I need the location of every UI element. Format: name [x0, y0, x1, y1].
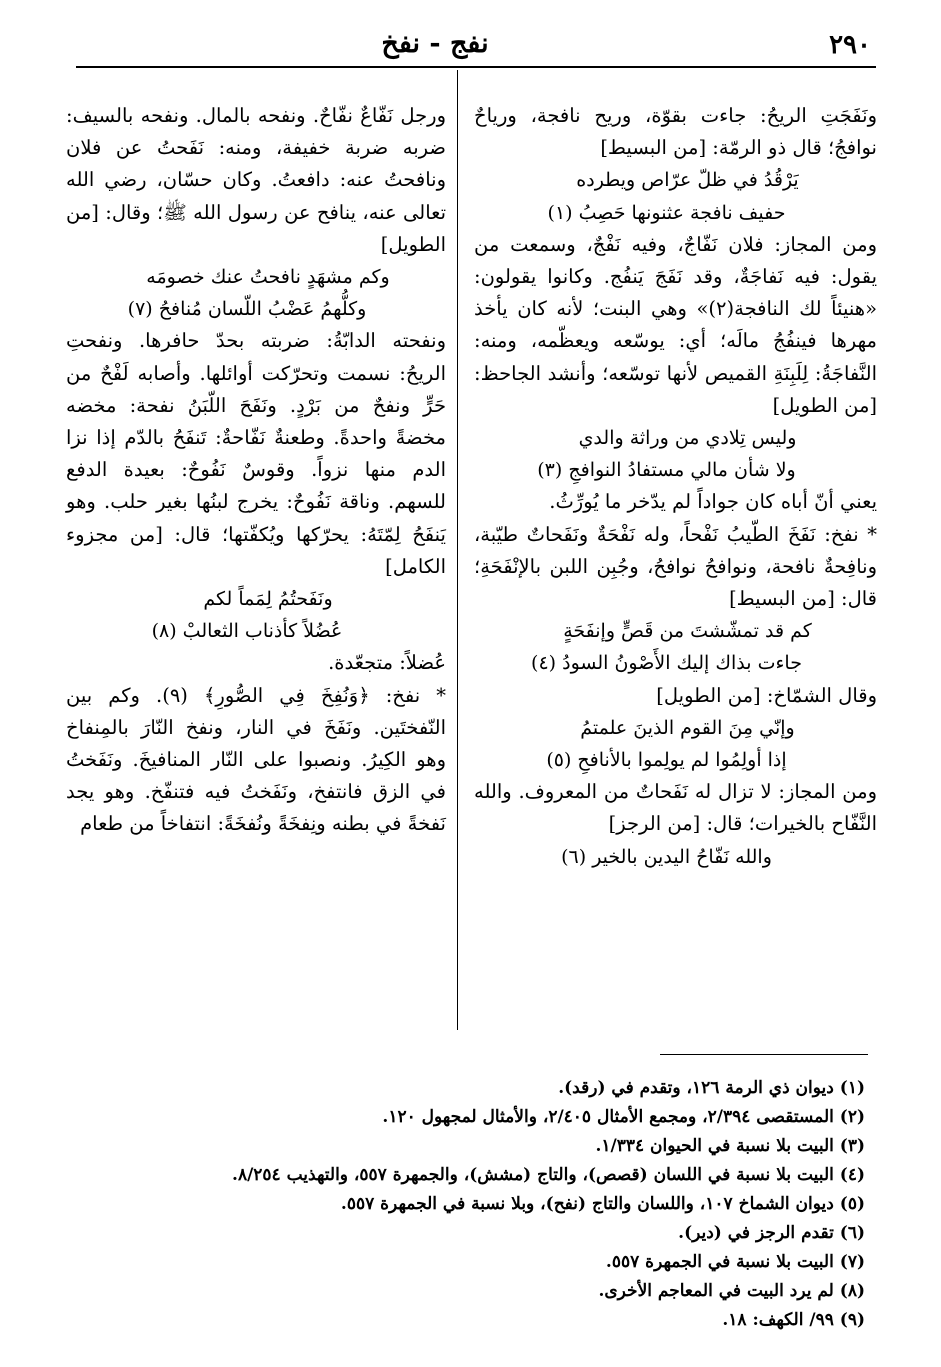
verse-line: حفيف نافجة عثنونها حَصِبُ (١) [547, 201, 786, 224]
footnote: (٩) ٩٩/ الكهف: ١٨. [722, 1310, 865, 1330]
verse-line: وكم مشهَدٍ نافحتُ عنك خصومَه [146, 266, 390, 289]
verse-line: كم قد تمشّشتَ من قَصٍّ وإنفَحَةٍ [563, 620, 812, 643]
page-number: ٢٩٠ [829, 30, 871, 60]
paragraph: ومن المجاز: فلان نَفّاجٌ، وفيه نَفْجٌ، وسمعت من يقول: فيه نَفاجَةٌ، وقد نَفَجَ يَنفُج. وكانوا يقولون: «هنيئاً لك النافجة(٢)» وهي البنت؛ لأنه كان يأخذ مهرها فينفُجُ مالَه؛ أي: يوسّعه ويعظّمه، ومنه: النَّفاجَةُ: لِلَبِنَةِ القميص لأنها توسّعه؛ وأنشد الجاحظ: [من الطويل] [474, 232, 877, 417]
verse-line: إذا أولِمُوا لم يولِموا بالأنافحِ (٥) [546, 749, 787, 772]
footnotes [105, 1074, 865, 1335]
right-column [474, 100, 877, 873]
paragraph: وقال الشمّاخ: [من الطويل] [656, 683, 877, 707]
footnote-rule [660, 1054, 868, 1055]
verse-line: ونَفَحتُمُ لِمَماً لكم [203, 588, 333, 611]
footnote: (١) ديوان ذي الرمة ١٢٦، وتقدم في (رقد). [558, 1078, 865, 1098]
footnote: (٧) البيت بلا نسبة في الجمهرة ٥٥٧. [605, 1252, 865, 1272]
paragraph: يعني أنّ أباه كان جواداً لم يدّخر ما يُورِّثُ. [549, 490, 877, 514]
footnote: (٥) ديوان الشماخ ١٠٧، واللسان والتاج (نفح)، وبلا نسبة في الجمهرة ٥٥٧. [340, 1194, 865, 1214]
footnote: (٦) تقدم الرجز في (دير). [678, 1223, 865, 1243]
footnote: (٢) المستقصى ٢/٣٩٤، ومجمع الأمثال ٢/٤٠٥، والأمثال لمجهول ١٢٠. [382, 1107, 865, 1127]
paragraph: ونَفَجَتِ الريحُ: جاءت بقوّة، وريح نافجة، ورياحٌ نوافجُ؛ قال ذو الرمّة: [من البسيط] [474, 104, 877, 160]
footnote: (٤) البيت بلا نسبة في اللسان (قصص)، والتاج (مشش)، والجمهرة ٥٥٧، والتهذيب ٨/٢٥٤. [232, 1165, 865, 1185]
verse-line: وكلُّهمُ عَضْبُ اللّسان مُنافحُ (٧) [127, 298, 367, 321]
paragraph: * نفخ: ﴿وَنُفِخَ فِي الصُّورِ﴾ (٩). وكم بين النّفختَين. ونَفَخَ في النار، ونفخ النّارَ بالمِنفاخ وهو الكِيرُ. ونصبوا على النّار المنافيخَ. ونَفَختُ في الزق فانتفخ، ونَفَختُ فيه فتنفّخ. وهو يجد نَفخةً في بطنه ونِفخَةً ونُفخَةً: انتفاخاً من طعام [66, 683, 446, 836]
verse-line: وليس تِلادي من وراثة والدي [578, 427, 797, 450]
paragraph: ونفحته الدابّةُ: ضربته بحدّ حافرها. ونفحتِ الريحُ: نسمت وتحرّكت أوائلها. وأصابه لَفْحٌ من حَرٍّ ونفحٌ من بَرْدٍ. ونَفَحَ اللّبَنُ نفحة: مخضه مخضةً واحدةً. وطعنةٌ نَفّاحةٌ: تَنفَحُ بالدّم إذا نزا الدم منها نزواً. وقوسٌ نَفُوحٌ: بعيدة الدفع للسهم. وناقة نَفُوحٌ: يخرج لبنُها بغير حلب. وهو يَنفَحُ لِمّتَهُ: يحرّكها ويُكفّتها؛ قال: [من مجزوء الكامل] [66, 329, 446, 578]
column-divider [457, 70, 458, 1030]
verse-line: يَرْقُدُ في ظلّ عرّاص ويطرده [576, 169, 799, 192]
left-column [66, 100, 446, 841]
footnote: (٣) البيت بلا نسبة في الحيوان ١/٣٣٤. [595, 1136, 865, 1156]
verse-line: وإنّي مِنَ القوم الذينَ علمتمُ [580, 716, 795, 739]
verse-line: ولا شأن مالي مستفادُ النوافجِ (٣) [537, 459, 796, 482]
running-title: نفج - نفخ [381, 28, 489, 59]
verse-line: عُضُلاً كأذناب الثعالبْ (٨) [151, 620, 343, 643]
paragraph: ورجل نَفّاعٌ نفّاحٌ. ونفحه بالمال. ونفحه بالسيف: ضربه ضربة خفيفة، ومنه: نَفَحتُ عن فلان ونافحتُ عنه: دافعتُ. وكان حسّان، رضي الله تعالى عنه، ينافح عن رسول الله ﷺ؛ وقال: [من الطويل] [66, 104, 446, 256]
paragraph: عُضلاً: متجعّدة. [328, 651, 446, 675]
verse-line: جاءت بذاك إليك الأَصْونُ السودُ (٤) [531, 652, 802, 675]
paragraph: * نفخ: نَفَخَ الطّيبُ نَفْحاً، وله نَفْحَةٌ ونَفَحاتٌ طيّبة، ونافِحةٌ نافحة، ونوافحُ نوافحُ، وجُبِن اللبن بالإنْفَحَةِ؛ قال: [من البسيط] [474, 522, 877, 611]
footnote: (٨) لم يرد البيت في المعاجم الأخرى. [598, 1281, 865, 1301]
verse-line: والله نَفّاحُ اليدين بالخير (٦) [561, 845, 772, 868]
paragraph: ومن المجاز: لا تزال له نَفَحاتٌ من المعروف. والله النَّفّاح بالخيرات؛ قال: [من الرجز] [474, 780, 877, 836]
header-rule [76, 66, 876, 68]
